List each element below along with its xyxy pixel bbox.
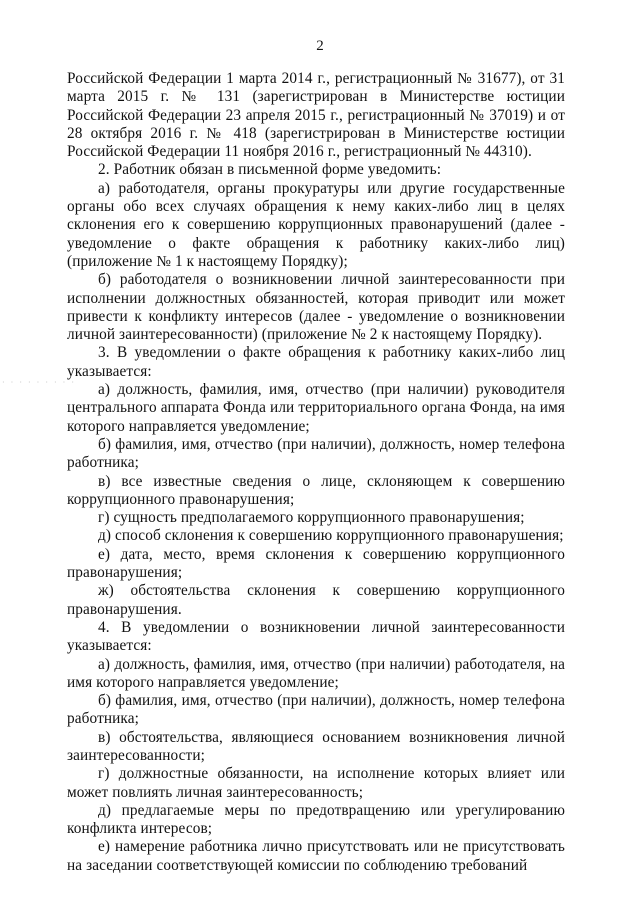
- paragraph: в) все известные сведения о лице, склоняющем к совершению коррупционного правонарушения;: [67, 472, 565, 508]
- page-number: 2: [316, 38, 324, 54]
- paragraph: д) способ склонения к совершению коррупционного правонарушения;: [98, 527, 564, 545]
- scan-artifact: · · · · · · · · ·: [2, 378, 76, 387]
- paragraph: г) должностные обязанности, на исполнение которых влияет или может повлиять личная заинтересованность;: [67, 765, 565, 801]
- paragraph: б) работодателя о возникновении личной заинтересованности при исполнении должностных обязанностей, которая приводит или может привести к конфликту интересов (далее - уведомление о возникновении личной заинтересованности) (приложение № 2 к настоящему Порядку).: [67, 271, 565, 344]
- paragraph: а) должность, фамилия, имя, отчество (при наличии) руководителя центрального аппарата Фонда или территориального органа Фонда, на имя которого направляется уведомление;: [67, 381, 565, 435]
- paragraph: б) фамилия, имя, отчество (при наличии), должность, номер телефона работника;: [67, 692, 565, 728]
- paragraph: в) обстоятельства, являющиеся основанием возникновения личной заинтересованности;: [67, 728, 565, 764]
- paragraph: ж) обстоятельства склонения к совершению коррупционного правонарушения.: [67, 582, 565, 618]
- paragraph: е) дата, место, время склонения к совершению коррупционного правонарушения;: [67, 545, 565, 582]
- paragraph: б) фамилия, имя, отчество (при наличии), должность, номер телефона работника;: [67, 435, 565, 472]
- paragraph: 3. В уведомлении о факте обращения к работнику каких-либо лиц указывается:: [67, 344, 565, 380]
- paragraph: е) намерение работника лично присутствовать или не присутствовать на заседании соответствующей комиссии по соблюдению требований: [67, 838, 565, 874]
- paragraph: д) предлагаемые меры по предотвращению или урегулированию конфликта интересов;: [67, 801, 565, 838]
- paragraph: г) сущность предполагаемого коррупционного правонарушения;: [98, 509, 525, 527]
- paragraph: а) должность, фамилия, имя, отчество (при наличии) работодателя, на имя которого направляется уведомление;: [67, 655, 565, 691]
- paragraph: 4. В уведомлении о возникновении личной заинтересованности указывается:: [67, 618, 565, 655]
- paragraph: а) работодателя, органы прокуратуры или другие государственные органы обо всех случаях обращения к нему каких-либо лиц в целях склонения его к совершению коррупционных правонарушений (далее - уведомление о факте обращения к работнику каких-либо лиц) (приложение № 1 к настоящему Порядку);: [67, 179, 565, 270]
- document-body: [67, 70, 565, 875]
- paragraph: 2. Работник обязан в письменной форме уведомить:: [98, 161, 442, 179]
- paragraph: Российской Федерации 1 марта 2014 г., регистрационный № 31677), от 31 марта 2015 г. № 131 (зарегистрирован в Министерстве юстиции Российской Федерации 23 апреля 2015 г., регистрационный № 37019) и от 28 октября 2016 г. № 418 (зарегистрирован в Министерстве юстиции Российской Федерации 11 ноября 2016 г., регистрационный № 44310).: [67, 70, 565, 161]
